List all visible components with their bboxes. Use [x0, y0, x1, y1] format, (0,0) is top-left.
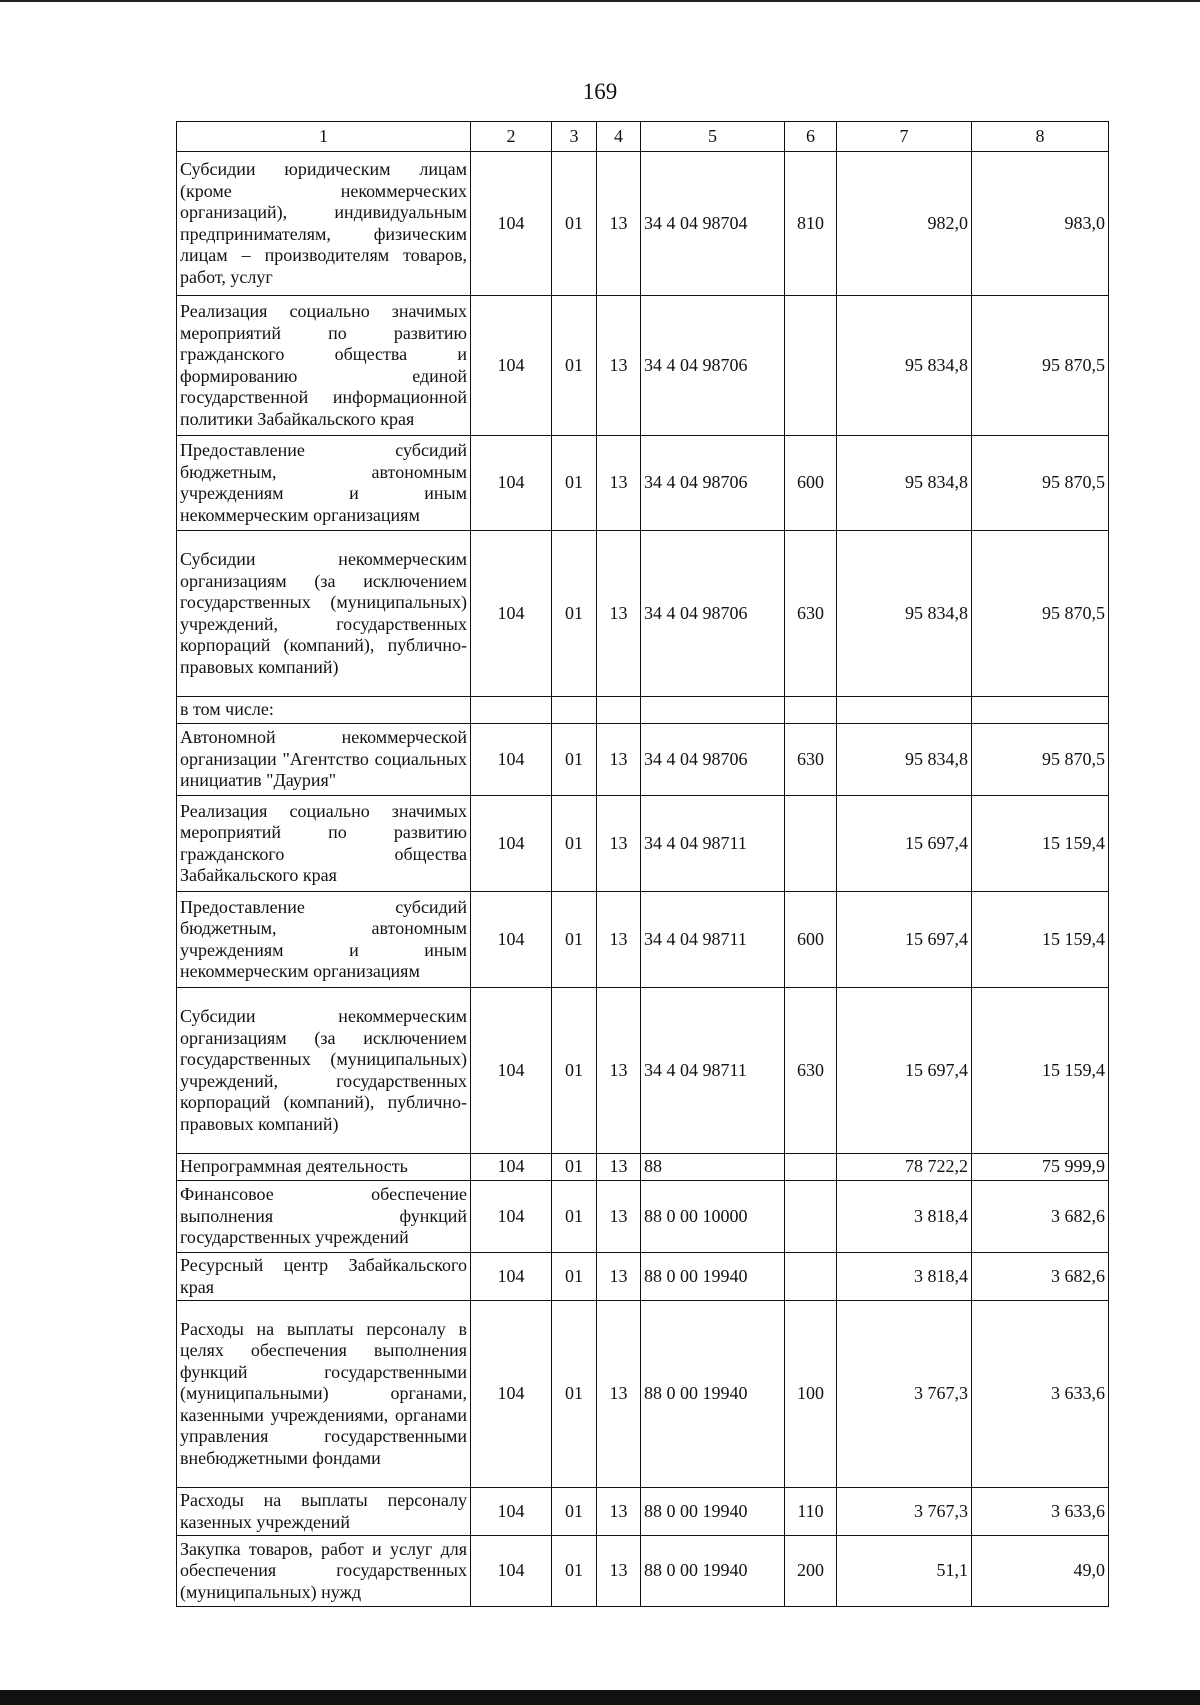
- cell-amount-1: 3 767,3: [837, 1301, 972, 1488]
- cell-section: 104: [471, 892, 552, 988]
- cell-target-code: 88 0 00 19940: [641, 1301, 785, 1488]
- table-header: [177, 122, 1109, 152]
- cell-name: Ресурсный центр Забайкальского края: [177, 1253, 471, 1301]
- cell-expense-type: [785, 296, 837, 436]
- table-row: [177, 796, 1109, 892]
- header-col-6: 6: [785, 122, 837, 152]
- table-row: [177, 892, 1109, 988]
- cell-subsection: 01: [552, 724, 597, 796]
- cell-target-code: 88 0 00 10000: [641, 1181, 785, 1253]
- header-col-4: 4: [597, 122, 641, 152]
- cell-amount-2: 95 870,5: [972, 531, 1109, 697]
- cell-amount-1: 15 697,4: [837, 892, 972, 988]
- cell-amount-1: 95 834,8: [837, 724, 972, 796]
- cell-item: 13: [597, 1181, 641, 1253]
- table-body: [177, 152, 1109, 1607]
- cell-target-code: 34 4 04 98706: [641, 436, 785, 531]
- cell-item: 13: [597, 296, 641, 436]
- cell-section: 104: [471, 1253, 552, 1301]
- cell-expense-type: 100: [785, 1301, 837, 1488]
- cell-amount-1: 78 722,2: [837, 1154, 972, 1181]
- cell-subsection: 01: [552, 988, 597, 1154]
- table-row: [177, 436, 1109, 531]
- table-row: [177, 531, 1109, 697]
- cell-section: 104: [471, 152, 552, 296]
- cell-section: 104: [471, 1301, 552, 1488]
- cell-subsection: 01: [552, 1536, 597, 1607]
- header-row: [177, 122, 1109, 152]
- cell-target-code: [641, 697, 785, 724]
- cell-amount-2: 95 870,5: [972, 436, 1109, 531]
- cell-expense-type: 110: [785, 1488, 837, 1536]
- cell-target-code: 34 4 04 98706: [641, 531, 785, 697]
- cell-amount-2: 983,0: [972, 152, 1109, 296]
- header-col-1: 1: [177, 122, 471, 152]
- cell-target-code: 34 4 04 98704: [641, 152, 785, 296]
- cell-target-code: 88: [641, 1154, 785, 1181]
- cell-target-code: 34 4 04 98706: [641, 296, 785, 436]
- cell-name: в том числе:: [177, 697, 471, 724]
- cell-item: 13: [597, 1253, 641, 1301]
- table-row: [177, 1488, 1109, 1536]
- cell-name: Предоставление субсидий бюджетным, автономным учреждениям и иным некоммерческим организациям: [177, 436, 471, 531]
- cell-name: Автономной некоммерческой организации "Агентство социальных инициатив "Даурия": [177, 724, 471, 796]
- cell-amount-2: 3 682,6: [972, 1181, 1109, 1253]
- cell-name: Предоставление субсидий бюджетным, автономным учреждениям и иным некоммерческим организациям: [177, 892, 471, 988]
- cell-expense-type: 200: [785, 1536, 837, 1607]
- table-row: [177, 988, 1109, 1154]
- cell-amount-2: 3 633,6: [972, 1488, 1109, 1536]
- cell-amount-2: 49,0: [972, 1536, 1109, 1607]
- cell-amount-1: 95 834,8: [837, 296, 972, 436]
- cell-section: 104: [471, 724, 552, 796]
- header-col-8: 8: [972, 122, 1109, 152]
- cell-subsection: 01: [552, 436, 597, 531]
- cell-name: Реализация социально значимых мероприятий по развитию гражданского общества Забайкальского края: [177, 796, 471, 892]
- table-row: [177, 152, 1109, 296]
- cell-expense-type: 810: [785, 152, 837, 296]
- cell-amount-1: 95 834,8: [837, 531, 972, 697]
- scan-edge-top: [0, 0, 1200, 2]
- cell-subsection: 01: [552, 1181, 597, 1253]
- cell-name: Реализация социально значимых мероприятий по развитию гражданского общества и формированию единой государственной информационной политики Забайкальского края: [177, 296, 471, 436]
- scan-edge-bottom: [0, 1690, 1200, 1705]
- header-col-3: 3: [552, 122, 597, 152]
- cell-item: 13: [597, 1154, 641, 1181]
- cell-target-code: 34 4 04 98711: [641, 892, 785, 988]
- table-row: [177, 724, 1109, 796]
- cell-amount-1: 3 818,4: [837, 1181, 972, 1253]
- cell-expense-type: 630: [785, 988, 837, 1154]
- cell-item: 13: [597, 1301, 641, 1488]
- cell-name: Субсидии некоммерческим организациям (за исключением государственных (муниципальных) учреждений, государственных корпораций (компаний), публично-правовых компаний): [177, 531, 471, 697]
- cell-subsection: 01: [552, 796, 597, 892]
- cell-subsection: 01: [552, 1301, 597, 1488]
- cell-name: Расходы на выплаты персоналу в целях обеспечения выполнения функций государственными (муниципальными) органами, казенными учреждениями, органами управления государственными внебюджетными фондами: [177, 1301, 471, 1488]
- cell-item: 13: [597, 724, 641, 796]
- cell-section: 104: [471, 988, 552, 1154]
- cell-target-code: 88 0 00 19940: [641, 1536, 785, 1607]
- cell-expense-type: 600: [785, 436, 837, 531]
- cell-item: 13: [597, 152, 641, 296]
- cell-section: 104: [471, 296, 552, 436]
- cell-name: Субсидии некоммерческим организациям (за исключением государственных (муниципальных) учреждений, государственных корпораций (компаний), публично-правовых компаний): [177, 988, 471, 1154]
- table-row: [177, 1253, 1109, 1301]
- cell-name: Финансовое обеспечение выполнения функций государственных учреждений: [177, 1181, 471, 1253]
- cell-subsection: 01: [552, 152, 597, 296]
- cell-item: 13: [597, 1536, 641, 1607]
- cell-expense-type: [785, 1154, 837, 1181]
- cell-amount-2: 15 159,4: [972, 796, 1109, 892]
- table-row: [177, 296, 1109, 436]
- table-row: [177, 1301, 1109, 1488]
- cell-amount-1: [837, 697, 972, 724]
- cell-item: 13: [597, 892, 641, 988]
- cell-section: 104: [471, 1154, 552, 1181]
- cell-amount-2: 3 682,6: [972, 1253, 1109, 1301]
- table-row: [177, 1181, 1109, 1253]
- cell-expense-type: [785, 1181, 837, 1253]
- cell-amount-2: [972, 697, 1109, 724]
- cell-amount-2: 75 999,9: [972, 1154, 1109, 1181]
- cell-target-code: 34 4 04 98711: [641, 796, 785, 892]
- cell-amount-1: 3 767,3: [837, 1488, 972, 1536]
- cell-amount-2: 3 633,6: [972, 1301, 1109, 1488]
- cell-item: 13: [597, 1488, 641, 1536]
- cell-amount-2: 95 870,5: [972, 724, 1109, 796]
- cell-expense-type: [785, 697, 837, 724]
- cell-name: Непрограммная деятельность: [177, 1154, 471, 1181]
- cell-section: 104: [471, 436, 552, 531]
- cell-section: [471, 697, 552, 724]
- cell-name: Субсидии юридическим лицам (кроме некоммерческих организаций), индивидуальным предпринимателям, физическим лицам – производителям товаров, работ, услуг: [177, 152, 471, 296]
- cell-expense-type: 600: [785, 892, 837, 988]
- table-row: [177, 697, 1109, 724]
- budget-table: [176, 121, 1109, 1607]
- cell-item: 13: [597, 988, 641, 1154]
- header-col-5: 5: [641, 122, 785, 152]
- cell-subsection: 01: [552, 531, 597, 697]
- cell-amount-1: 95 834,8: [837, 436, 972, 531]
- cell-target-code: 34 4 04 98706: [641, 724, 785, 796]
- cell-amount-2: 15 159,4: [972, 988, 1109, 1154]
- cell-amount-2: 95 870,5: [972, 296, 1109, 436]
- cell-amount-1: 982,0: [837, 152, 972, 296]
- cell-subsection: 01: [552, 1253, 597, 1301]
- header-col-7: 7: [837, 122, 972, 152]
- page-number: 169: [582, 79, 618, 104]
- cell-target-code: 34 4 04 98711: [641, 988, 785, 1154]
- cell-expense-type: 630: [785, 531, 837, 697]
- cell-target-code: 88 0 00 19940: [641, 1253, 785, 1301]
- cell-amount-1: 51,1: [837, 1536, 972, 1607]
- cell-section: 104: [471, 531, 552, 697]
- cell-item: 13: [597, 796, 641, 892]
- cell-target-code: 88 0 00 19940: [641, 1488, 785, 1536]
- cell-item: 13: [597, 531, 641, 697]
- cell-subsection: 01: [552, 1488, 597, 1536]
- cell-item: 13: [597, 436, 641, 531]
- table-row: [177, 1154, 1109, 1181]
- cell-subsection: [552, 697, 597, 724]
- cell-name: Закупка товаров, работ и услуг для обеспечения государственных (муниципальных) нужд: [177, 1536, 471, 1607]
- cell-amount-2: 15 159,4: [972, 892, 1109, 988]
- cell-section: 104: [471, 1536, 552, 1607]
- cell-item: [597, 697, 641, 724]
- cell-expense-type: [785, 796, 837, 892]
- cell-section: 104: [471, 1488, 552, 1536]
- cell-name: Расходы на выплаты персоналу казенных учреждений: [177, 1488, 471, 1536]
- header-col-2: 2: [471, 122, 552, 152]
- cell-expense-type: 630: [785, 724, 837, 796]
- cell-section: 104: [471, 796, 552, 892]
- cell-amount-1: 15 697,4: [837, 988, 972, 1154]
- table-row: [177, 1536, 1109, 1607]
- cell-section: 104: [471, 1181, 552, 1253]
- cell-subsection: 01: [552, 296, 597, 436]
- cell-subsection: 01: [552, 892, 597, 988]
- cell-amount-1: 3 818,4: [837, 1253, 972, 1301]
- cell-subsection: 01: [552, 1154, 597, 1181]
- cell-amount-1: 15 697,4: [837, 796, 972, 892]
- cell-expense-type: [785, 1253, 837, 1301]
